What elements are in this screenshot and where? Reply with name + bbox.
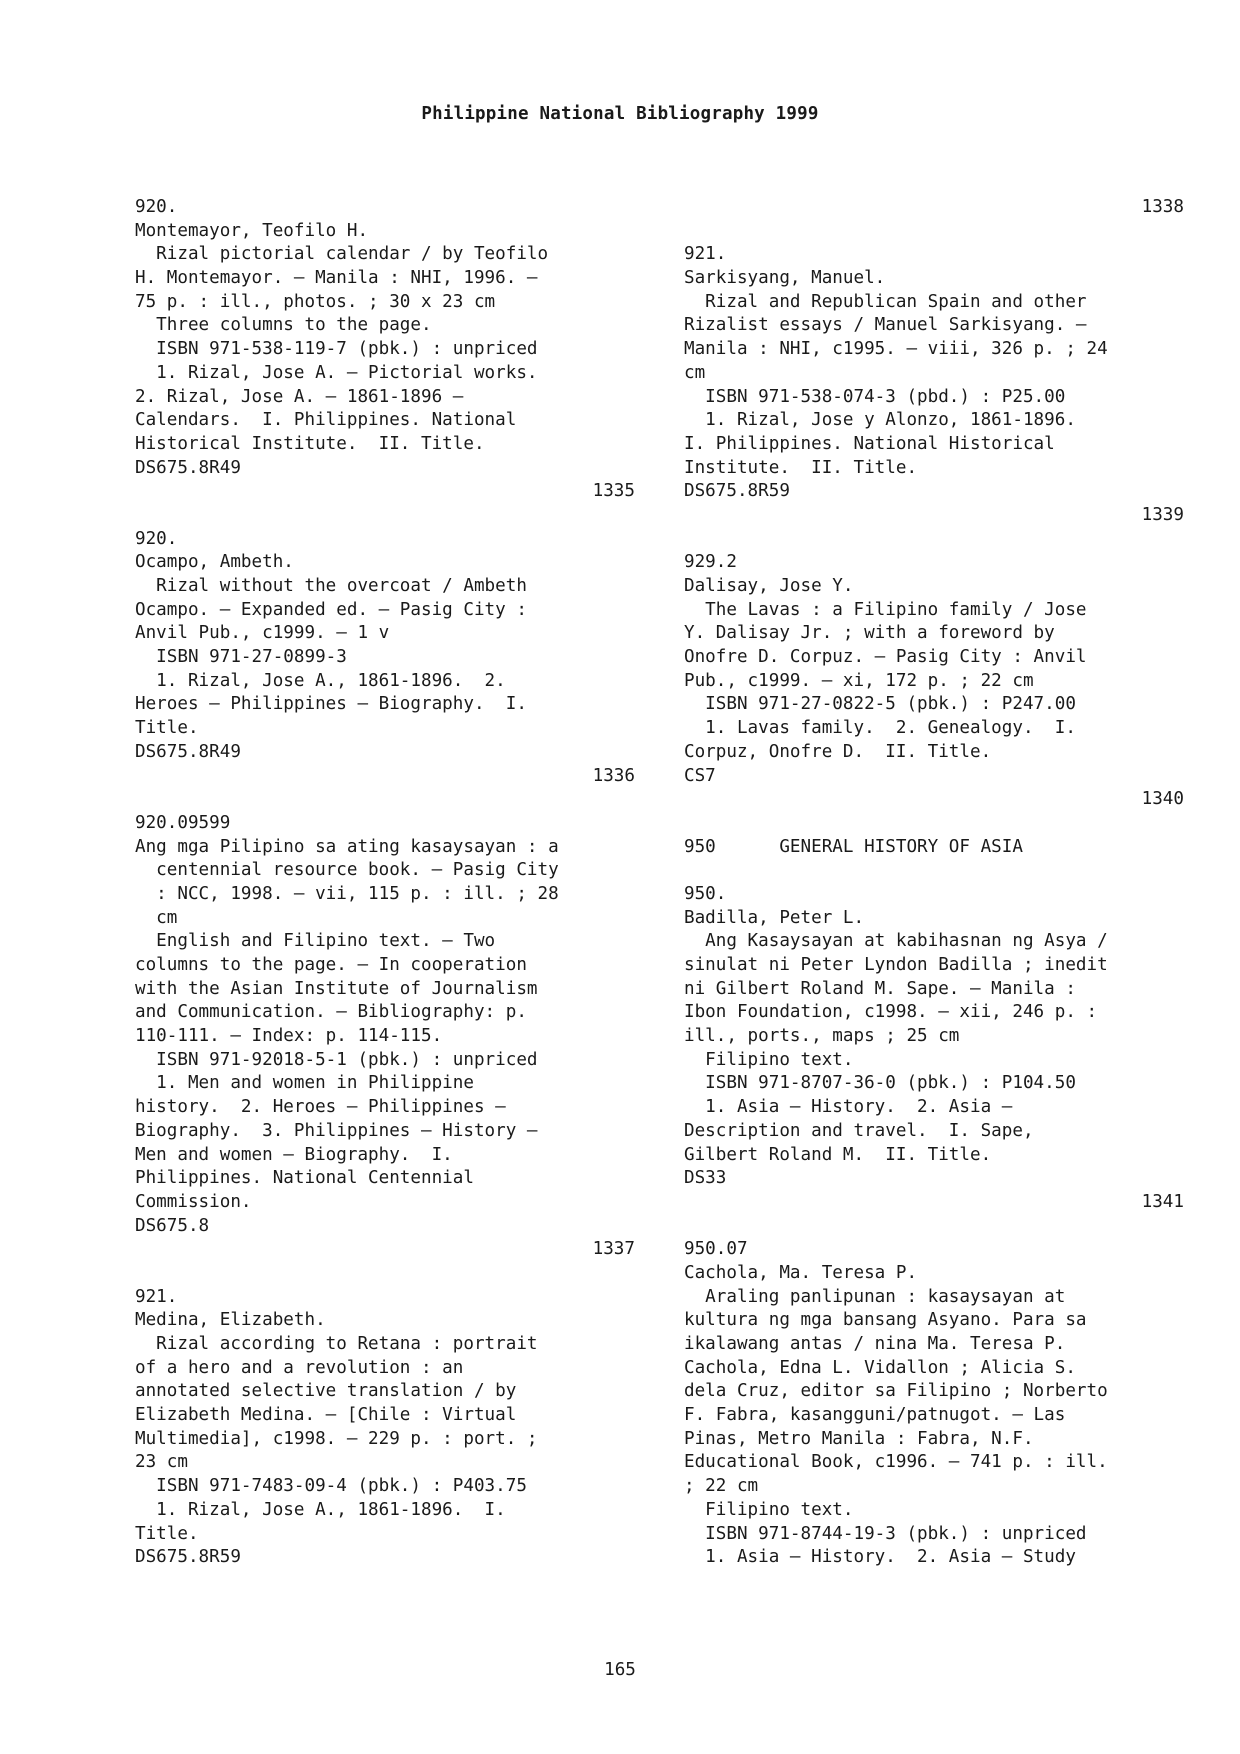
entry-line: Sarkisyang, Manuel. [684, 268, 886, 289]
entry-line: 1. Rizal, Jose A., 1861-1896. 2. [135, 670, 506, 691]
entry-line: : NCC, 1998. – vii, 115 p. : ill. ; 28 [135, 883, 559, 904]
entry-line: kultura ng mga bansang Asyano. Para sa [684, 1310, 1087, 1331]
entry-line: 950. [684, 883, 727, 904]
entry-line [135, 504, 635, 528]
entry-line: H. Montemayor. – Manila : NHI, 1996. – [135, 268, 538, 289]
entry-line: ISBN 971-538-074-3 (pbd.) : P25.00 [684, 386, 1066, 407]
entry-line: Historical Institute. II. Title. [135, 433, 485, 454]
entry-line: Filipino text. [684, 1049, 854, 1070]
entry-line: Ocampo. – Expanded ed. – Pasig City : [135, 599, 527, 620]
entry-line: columns to the page. – In cooperation [135, 955, 527, 975]
entry-line: Anvil Pub., c1999. – 1 v [135, 623, 390, 644]
entry-line: F. Fabra, kasangguni/patnugot. – Las [684, 1405, 1066, 1426]
entry-line: Cachola, Edna L. Vidallon ; Alicia S. [684, 1357, 1076, 1378]
entry-line: Institute. II. Title. [684, 457, 918, 478]
entry-line: Ibon Foundation, c1998. – xii, 246 p. : [684, 1002, 1098, 1023]
entry-line: 950 GENERAL HISTORY OF ASIA [684, 836, 1023, 857]
page-number: 165 [604, 1660, 636, 1680]
left-column [135, 196, 635, 1570]
entry-line: ikalawang antas / nina Ma. Teresa P. [684, 1334, 1066, 1354]
entry-line: 1. Rizal, Jose A., 1861-1896. I. [135, 1499, 506, 1520]
entry-line: Onofre D. Corpuz. – Pasig City : Anvil [684, 647, 1087, 668]
entry-line: Educational Book, c1996. – 741 p. : ill. [684, 1452, 1108, 1473]
entry-line: 921. [684, 244, 727, 265]
entry-line: Dalisay, Jose Y. [684, 576, 854, 596]
entry-line: 920. [135, 197, 178, 217]
entry-number: 1335 [592, 481, 635, 502]
entry-line: ISBN 971-7483-09-4 (pbk.) : P403.75 [135, 1476, 527, 1497]
entry-line [684, 812, 1184, 836]
entry-line: with the Asian Institute of Journalism [135, 978, 538, 999]
entry-line: Elizabeth Medina. – [Chile : Virtual [135, 1405, 517, 1426]
entry-line: ISBN 971-27-0822-5 (pbk.) : P247.00 [684, 694, 1076, 715]
entry-line: Ang mga Pilipino sa ating kasaysayan : a [135, 836, 559, 857]
entry-line: Men and women – Biography. I. [135, 1144, 453, 1165]
entry-line: Description and travel. I. Sape, [684, 1120, 1034, 1141]
entry-number: 1339 [1141, 504, 1184, 525]
entry-line: Montemayor, Teofilo H. [135, 220, 369, 241]
entry-line: Manila : NHI, c1995. – viii, 326 p. ; 24 [684, 339, 1108, 360]
entry-line: Rizal and Republican Spain and other [684, 291, 1087, 312]
entry-line: Rizal according to Retana : portrait [135, 1334, 538, 1354]
entry-line: Badilla, Peter L. [684, 907, 865, 928]
entry-line: ; 22 cm [684, 1476, 759, 1497]
entry-line: The Lavas : a Filipino family / Jose [684, 599, 1087, 620]
entry-line: Biography. 3. Philippines – History – [135, 1120, 538, 1141]
entry-line: 1. Rizal, Jose y Alonzo, 1861-1896. [684, 410, 1076, 431]
entry-line: DS675.8R49 [135, 741, 241, 762]
entry-line: ill., ports., maps ; 25 cm [684, 1026, 960, 1047]
entry-line: Multimedia], c1998. – 229 p. : port. ; [135, 1428, 538, 1449]
entry-line: Rizalist essays / Manuel Sarkisyang. – [684, 315, 1087, 336]
entry-line: Three columns to the page. [135, 315, 432, 336]
entry-line: 23 cm [135, 1452, 188, 1473]
entry-line: Commission. [135, 1191, 252, 1212]
entry-line: and Communication. – Bibliography: p. [135, 1002, 527, 1023]
entry-line [135, 1262, 635, 1286]
entry-line: Title. [135, 1523, 199, 1544]
entry-line: ISBN 971-27-0899-3 [135, 647, 347, 668]
entry-line [684, 1215, 1184, 1239]
entry-line: Araling panlipunan : kasaysayan at [684, 1286, 1066, 1307]
entry-line: Pub., c1999. – xi, 172 p. ; 22 cm [684, 670, 1034, 691]
entry-line: 920. [135, 528, 178, 549]
entry-line: Rizal without the overcoat / Ambeth [135, 576, 527, 596]
page-title: Philippine National Bibliography 1999 [421, 104, 819, 124]
entry-line: 920.09599 [135, 812, 231, 833]
entry-line: Title. [135, 718, 199, 739]
entry-line: 1. Rizal, Jose A. – Pictorial works. [135, 362, 538, 383]
entry-line: Gilbert Roland M. II. Title. [684, 1144, 992, 1165]
entry-line: Heroes – Philippines – Biography. I. [135, 694, 527, 715]
entry-number: 1341 [1141, 1191, 1184, 1212]
entry-line: ISBN 971-8707-36-0 (pbk.) : P104.50 [684, 1073, 1076, 1094]
entry-line: CS7 [684, 765, 716, 786]
entry-line: DS675.8 [135, 1215, 210, 1236]
entry-line: ISBN 971-8744-19-3 (pbk.) : unpriced [684, 1523, 1087, 1544]
entry-line: ISBN 971-538-119-7 (pbk.) : unpriced [135, 339, 538, 360]
entry-line: 950.07 [684, 1239, 748, 1260]
entry-line: cm [684, 362, 706, 383]
entry-line: 110-111. – Index: p. 114-115. [135, 1026, 443, 1047]
entry-line: DS675.8R59 [684, 481, 790, 502]
entry-line: Corpuz, Onofre D. II. Title. [684, 741, 992, 762]
right-column [684, 196, 1184, 1570]
entry-line: Filipino text. [684, 1499, 854, 1520]
entry-line [684, 528, 1184, 552]
entry-line: I. Philippines. National Historical [684, 433, 1055, 454]
entry-number: 1338 [1141, 197, 1184, 217]
entry-line: of a hero and a revolution : an [135, 1357, 464, 1378]
entry-line: Philippines. National Centennial [135, 1168, 474, 1189]
entry-line: Calendars. I. Philippines. National [135, 410, 517, 431]
entry-line: 1. Men and women in Philippine [135, 1073, 474, 1094]
entry-line: centennial resource book. – Pasig City [135, 860, 559, 881]
entry-line: annotated selective translation / by [135, 1381, 517, 1402]
entry-number: 1337 [592, 1239, 635, 1260]
entry-line: DS675.8R49 [135, 457, 241, 478]
entry-number: 1340 [1141, 789, 1184, 810]
entry-line: sinulat ni Peter Lyndon Badilla ; inedit [684, 955, 1108, 975]
entry-line: Rizal pictorial calendar / by Teofilo [135, 244, 549, 265]
entry-line: Ang Kasaysayan at kabihasnan ng Asya / [684, 931, 1108, 952]
entry-line: 1. Asia – History. 2. Asia – Study [684, 1547, 1076, 1568]
entry-number: 1336 [592, 765, 635, 786]
entry-line: ni Gilbert Roland M. Sape. – Manila : [684, 978, 1076, 999]
entry-line: English and Filipino text. – Two [135, 931, 496, 952]
entry-line: Medina, Elizabeth. [135, 1310, 326, 1331]
entry-line [684, 220, 1184, 244]
entry-line: cm [135, 907, 178, 928]
entry-line: history. 2. Heroes – Philippines – [135, 1097, 506, 1118]
entry-line: ISBN 971-92018-5-1 (pbk.) : unpriced [135, 1049, 538, 1070]
entry-line [684, 859, 1184, 883]
entry-line: 2. Rizal, Jose A. – 1861-1896 – [135, 386, 464, 407]
entry-line: 929.2 [684, 552, 737, 573]
entry-line: Cachola, Ma. Teresa P. [684, 1262, 918, 1283]
entry-line [135, 788, 635, 812]
entry-line: DS675.8R59 [135, 1547, 241, 1568]
entry-line: Y. Dalisay Jr. ; with a foreword by [684, 623, 1055, 644]
entry-line: DS33 [684, 1168, 727, 1189]
entry-line: 1. Lavas family. 2. Genealogy. I. [684, 718, 1076, 739]
entry-line: 921. [135, 1286, 178, 1307]
entry-line: 1. Asia – History. 2. Asia – [684, 1097, 1013, 1118]
entry-line: Ocampo, Ambeth. [135, 552, 294, 573]
entry-line: 75 p. : ill., photos. ; 30 x 23 cm [135, 291, 496, 312]
entry-line: Pinas, Metro Manila : Fabra, N.F. [684, 1428, 1034, 1449]
entry-line: dela Cruz, editor sa Filipino ; Norberto [684, 1381, 1108, 1402]
